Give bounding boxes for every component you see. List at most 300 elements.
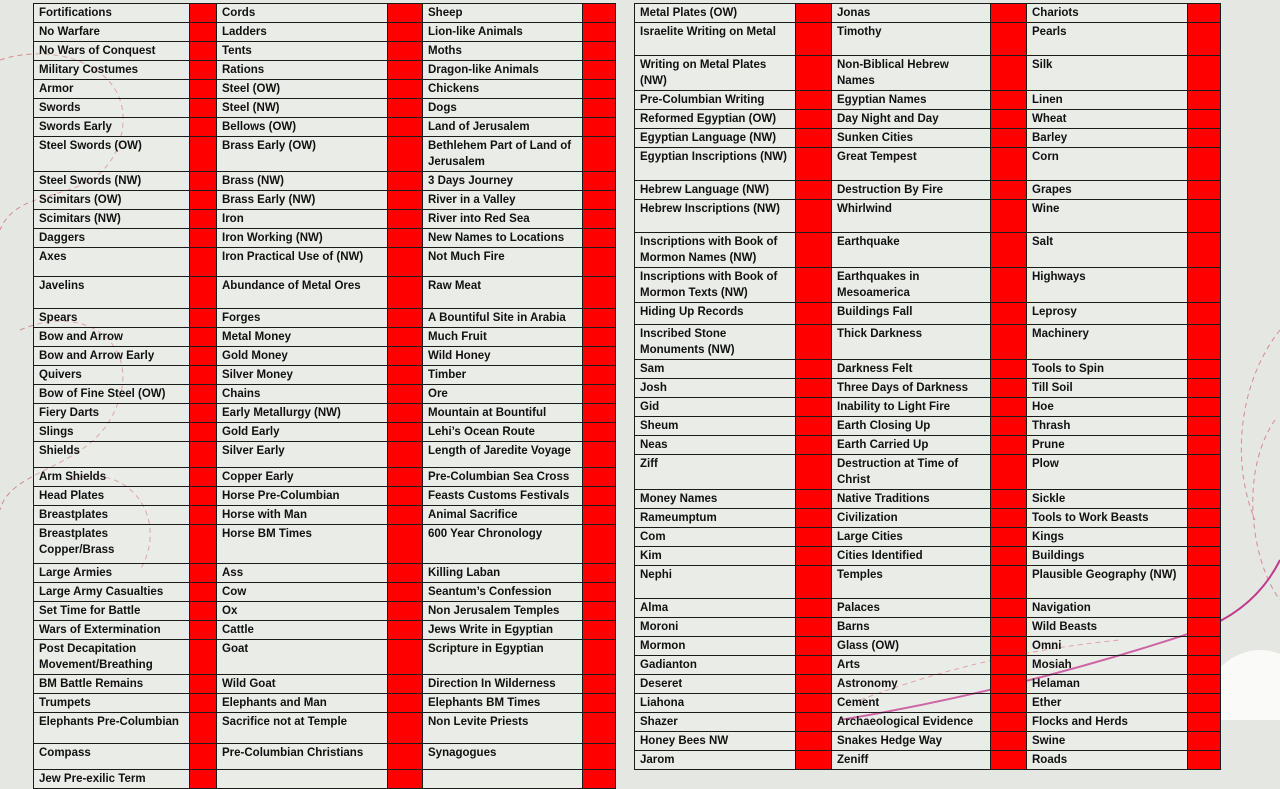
red-marker-cell [388, 248, 423, 277]
red-marker-cell [1188, 694, 1221, 713]
table-cell: Shields [34, 442, 190, 468]
red-marker-cell [991, 417, 1027, 436]
table-cell: Copper Early [217, 468, 388, 487]
red-marker-cell [1188, 56, 1221, 91]
table-cell: Money Names [635, 490, 796, 509]
table-cell: Swine [1027, 732, 1188, 751]
table-cell: Darkness Felt [832, 360, 991, 379]
table-row [34, 640, 616, 675]
table-row [34, 4, 616, 23]
table-cell: 600 Year Chronology [423, 525, 583, 564]
red-marker-cell [796, 455, 832, 490]
table-cell: Neas [635, 436, 796, 455]
table-cell: Israelite Writing on Metal [635, 23, 796, 56]
red-marker-cell [796, 398, 832, 417]
table-cell: Grapes [1027, 181, 1188, 200]
table-cell: Pre-Columbian Writing [635, 91, 796, 110]
table-cell: Jews Write in Egyptian [423, 621, 583, 640]
red-marker-cell [583, 191, 616, 210]
red-marker-cell [991, 181, 1027, 200]
table-row [34, 277, 616, 309]
table-cell: Machinery [1027, 325, 1188, 360]
red-marker-cell [796, 490, 832, 509]
red-marker-cell [388, 583, 423, 602]
table-row [34, 328, 616, 347]
table-cell: Armor [34, 80, 190, 99]
red-marker-cell [583, 80, 616, 99]
red-marker-cell [388, 621, 423, 640]
table-cell: Pre-Columbian Christians [217, 744, 388, 770]
red-marker-cell [796, 303, 832, 325]
red-marker-cell [796, 637, 832, 656]
table-row [635, 713, 1221, 732]
table-row [635, 618, 1221, 637]
table-cell: Chains [217, 385, 388, 404]
red-marker-cell [991, 713, 1027, 732]
red-marker-cell [583, 210, 616, 229]
table-row [34, 210, 616, 229]
table-cell: Com [635, 528, 796, 547]
table-cell: Plow [1027, 455, 1188, 490]
red-marker-cell [991, 398, 1027, 417]
red-marker-cell [583, 248, 616, 277]
table-cell: Omni [1027, 637, 1188, 656]
red-marker-cell [583, 640, 616, 675]
red-marker-cell [388, 80, 423, 99]
table-cell: Timber [423, 366, 583, 385]
red-marker-cell [190, 99, 217, 118]
table-cell: Large Armies [34, 564, 190, 583]
table-cell: Helaman [1027, 675, 1188, 694]
red-marker-cell [388, 468, 423, 487]
table-cell: Bow of Fine Steel (OW) [34, 385, 190, 404]
red-marker-cell [190, 385, 217, 404]
red-marker-cell [583, 487, 616, 506]
red-marker-cell [583, 61, 616, 80]
table-row [635, 436, 1221, 455]
red-marker-cell [190, 583, 217, 602]
table-cell: Great Tempest [832, 148, 991, 181]
red-marker-cell [796, 566, 832, 599]
table-row [34, 675, 616, 694]
red-marker-cell [583, 602, 616, 621]
table-row [635, 547, 1221, 566]
table-row [34, 99, 616, 118]
table-cell: Kings [1027, 528, 1188, 547]
table-cell: Earth Carried Up [832, 436, 991, 455]
table-cell: Jonas [832, 4, 991, 23]
red-marker-cell [388, 404, 423, 423]
table-cell: Bethlehem Part of Land of Jerusalem [423, 137, 583, 172]
table-cell: Wild Beasts [1027, 618, 1188, 637]
table-row [34, 191, 616, 210]
table-cell: Breastplates [34, 506, 190, 525]
table-cell: Earth Closing Up [832, 417, 991, 436]
red-marker-cell [190, 564, 217, 583]
red-marker-cell [388, 694, 423, 713]
red-marker-cell [190, 118, 217, 137]
red-marker-cell [190, 468, 217, 487]
table-cell: Inscriptions with Book of Mormon Texts (NW) [635, 268, 796, 303]
red-marker-cell [583, 385, 616, 404]
red-marker-cell [190, 640, 217, 675]
table-cell: Wild Honey [423, 347, 583, 366]
red-marker-cell [388, 328, 423, 347]
table-cell: Metal Money [217, 328, 388, 347]
red-marker-cell [991, 23, 1027, 56]
table-cell: Feasts Customs Festivals [423, 487, 583, 506]
red-marker-cell [796, 528, 832, 547]
table-row [34, 248, 616, 277]
left-table [33, 3, 616, 789]
table-cell: Snakes Hedge Way [832, 732, 991, 751]
table-cell: Arm Shields [34, 468, 190, 487]
red-marker-cell [1188, 566, 1221, 599]
red-marker-cell [388, 309, 423, 328]
table-cell: New Names to Locations [423, 229, 583, 248]
red-marker-cell [583, 621, 616, 640]
table-row [34, 770, 616, 789]
table-cell: Compass [34, 744, 190, 770]
table-cell: Earthquake [832, 233, 991, 268]
red-marker-cell [1188, 656, 1221, 675]
red-marker-cell [388, 99, 423, 118]
red-marker-cell [190, 80, 217, 99]
red-marker-cell [796, 56, 832, 91]
table-cell: Sacrifice not at Temple [217, 713, 388, 744]
table-cell: Metal Plates (OW) [635, 4, 796, 23]
table-row [635, 637, 1221, 656]
red-marker-cell [190, 4, 217, 23]
red-marker-cell [991, 325, 1027, 360]
table-cell: Gold Early [217, 423, 388, 442]
table-row [34, 713, 616, 744]
table-cell: Civilization [832, 509, 991, 528]
table-cell: Sickle [1027, 490, 1188, 509]
table-cell: Tents [217, 42, 388, 61]
red-marker-cell [583, 42, 616, 61]
red-marker-cell [991, 91, 1027, 110]
table-cell: Wine [1027, 200, 1188, 233]
table-row [34, 229, 616, 248]
red-marker-cell [991, 656, 1027, 675]
red-marker-cell [1188, 379, 1221, 398]
table-row [635, 360, 1221, 379]
red-marker-cell [583, 118, 616, 137]
red-marker-cell [796, 360, 832, 379]
red-marker-cell [1188, 398, 1221, 417]
table-cell: Hebrew Language (NW) [635, 181, 796, 200]
table-row [34, 347, 616, 366]
right-table [634, 3, 1221, 770]
red-marker-cell [1188, 599, 1221, 618]
table-cell: Large Cities [832, 528, 991, 547]
table-row [34, 404, 616, 423]
table-cell: Elephants and Man [217, 694, 388, 713]
red-marker-cell [1188, 325, 1221, 360]
table-cell: Gid [635, 398, 796, 417]
table-cell: Egyptian Names [832, 91, 991, 110]
table-cell: Till Soil [1027, 379, 1188, 398]
table-cell: Ziff [635, 455, 796, 490]
table-cell: Military Costumes [34, 61, 190, 80]
red-marker-cell [388, 675, 423, 694]
table-cell: Hebrew Inscriptions (NW) [635, 200, 796, 233]
red-marker-cell [583, 713, 616, 744]
table-cell: Slings [34, 423, 190, 442]
red-marker-cell [1188, 528, 1221, 547]
table-cell: Egyptian Language (NW) [635, 129, 796, 148]
red-marker-cell [190, 621, 217, 640]
table-cell: Mountain at Bountiful [423, 404, 583, 423]
red-marker-cell [388, 506, 423, 525]
table-row [34, 309, 616, 328]
red-marker-cell [796, 436, 832, 455]
table-cell: Horse with Man [217, 506, 388, 525]
red-marker-cell [1188, 110, 1221, 129]
table-cell: Cow [217, 583, 388, 602]
table-row [635, 398, 1221, 417]
table-cell: Honey Bees NW [635, 732, 796, 751]
table-cell: Elephants BM Times [423, 694, 583, 713]
table-cell: Jarom [635, 751, 796, 770]
red-marker-cell [1188, 148, 1221, 181]
table-cell: Sheep [423, 4, 583, 23]
red-marker-cell [796, 23, 832, 56]
table-cell: Ore [423, 385, 583, 404]
table-cell: Animal Sacrifice [423, 506, 583, 525]
red-marker-cell [991, 129, 1027, 148]
table-cell: Three Days of Darkness [832, 379, 991, 398]
red-marker-cell [796, 713, 832, 732]
table-row [635, 148, 1221, 181]
table-cell: Non Jerusalem Temples [423, 602, 583, 621]
red-marker-cell [991, 694, 1027, 713]
red-marker-cell [796, 599, 832, 618]
red-marker-cell [991, 675, 1027, 694]
table-row [635, 455, 1221, 490]
red-marker-cell [190, 248, 217, 277]
table-cell: Ladders [217, 23, 388, 42]
table-cell: Native Traditions [832, 490, 991, 509]
red-marker-cell [1188, 732, 1221, 751]
red-marker-cell [1188, 181, 1221, 200]
red-marker-cell [583, 23, 616, 42]
red-marker-cell [796, 4, 832, 23]
table-cell: No Wars of Conquest [34, 42, 190, 61]
red-marker-cell [190, 675, 217, 694]
table-row [635, 91, 1221, 110]
table-row [34, 137, 616, 172]
red-marker-cell [583, 277, 616, 309]
table-cell: Kim [635, 547, 796, 566]
red-marker-cell [388, 42, 423, 61]
red-marker-cell [991, 547, 1027, 566]
red-marker-cell [796, 694, 832, 713]
table-cell: Timothy [832, 23, 991, 56]
table-cell: Cattle [217, 621, 388, 640]
red-marker-cell [991, 379, 1027, 398]
red-marker-cell [583, 506, 616, 525]
table-cell: Thick Darkness [832, 325, 991, 360]
table-cell: Reformed Egyptian (OW) [635, 110, 796, 129]
red-marker-cell [190, 172, 217, 191]
red-marker-cell [991, 200, 1027, 233]
table-cell: Direction In Wilderness [423, 675, 583, 694]
red-marker-cell [796, 751, 832, 770]
table-row [34, 468, 616, 487]
table-cell: Steel Swords (OW) [34, 137, 190, 172]
red-marker-cell [388, 423, 423, 442]
red-marker-cell [190, 277, 217, 309]
table-row [34, 61, 616, 80]
table-row [635, 675, 1221, 694]
table-cell: Writing on Metal Plates (NW) [635, 56, 796, 91]
table-row [635, 325, 1221, 360]
table-row [635, 268, 1221, 303]
red-marker-cell [991, 4, 1027, 23]
table-cell: Mosiah [1027, 656, 1188, 675]
table-cell: Elephants Pre-Columbian [34, 713, 190, 744]
table-cell: Zeniff [832, 751, 991, 770]
red-marker-cell [1188, 268, 1221, 303]
red-marker-cell [796, 417, 832, 436]
table-cell: Hiding Up Records [635, 303, 796, 325]
table-cell: Fortifications [34, 4, 190, 23]
red-marker-cell [388, 172, 423, 191]
red-marker-cell [1188, 233, 1221, 268]
table-cell: Hoe [1027, 398, 1188, 417]
red-marker-cell [796, 268, 832, 303]
table-cell: Ether [1027, 694, 1188, 713]
red-marker-cell [583, 423, 616, 442]
table-row [635, 56, 1221, 91]
table-cell: Glass (OW) [832, 637, 991, 656]
table-cell: Goat [217, 640, 388, 675]
table-row [635, 200, 1221, 233]
red-marker-cell [388, 385, 423, 404]
table-cell: Salt [1027, 233, 1188, 268]
table-cell: Inscriptions with Book of Mormon Names (NW) [635, 233, 796, 268]
red-marker-cell [190, 42, 217, 61]
table-cell: Temples [832, 566, 991, 599]
red-marker-cell [583, 694, 616, 713]
table-cell: Pre-Columbian Sea Cross [423, 468, 583, 487]
red-marker-cell [991, 360, 1027, 379]
table-row [34, 525, 616, 564]
table-row [34, 23, 616, 42]
table-cell: Steel (OW) [217, 80, 388, 99]
red-marker-cell [190, 366, 217, 385]
red-marker-cell [388, 487, 423, 506]
table-row [635, 181, 1221, 200]
table-cell: Abundance of Metal Ores [217, 277, 388, 309]
red-marker-cell [583, 744, 616, 770]
red-marker-cell [991, 303, 1027, 325]
table-cell: Destruction at Time of Christ [832, 455, 991, 490]
red-marker-cell [190, 347, 217, 366]
red-marker-cell [388, 713, 423, 744]
table-cell: Spears [34, 309, 190, 328]
red-marker-cell [388, 4, 423, 23]
table-cell: Dogs [423, 99, 583, 118]
table-row [34, 442, 616, 468]
table-cell: Day Night and Day [832, 110, 991, 129]
table-cell: Breastplates Copper/Brass [34, 525, 190, 564]
table-row [635, 417, 1221, 436]
table-cell: BM Battle Remains [34, 675, 190, 694]
table-row [34, 602, 616, 621]
table-cell: Archaeological Evidence [832, 713, 991, 732]
table-cell: Egyptian Inscriptions (NW) [635, 148, 796, 181]
table-cell: Inability to Light Fire [832, 398, 991, 417]
red-marker-cell [388, 347, 423, 366]
red-marker-cell [190, 61, 217, 80]
table-row [635, 528, 1221, 547]
table-cell: Prune [1027, 436, 1188, 455]
table-cell: Seantum’s Confession [423, 583, 583, 602]
red-marker-cell [190, 191, 217, 210]
red-marker-cell [388, 564, 423, 583]
table-cell: Iron Working (NW) [217, 229, 388, 248]
red-marker-cell [190, 602, 217, 621]
table-cell: Steel Swords (NW) [34, 172, 190, 191]
table-row [34, 583, 616, 602]
table-cell: Cement [832, 694, 991, 713]
table-cell: Set Time for Battle [34, 602, 190, 621]
red-marker-cell [991, 436, 1027, 455]
red-marker-cell [796, 325, 832, 360]
red-marker-cell [796, 181, 832, 200]
table-row [635, 110, 1221, 129]
table-row [34, 423, 616, 442]
red-marker-cell [583, 770, 616, 789]
red-marker-cell [190, 328, 217, 347]
table-cell: Chariots [1027, 4, 1188, 23]
table-cell: Pearls [1027, 23, 1188, 56]
table-cell: Head Plates [34, 487, 190, 506]
red-marker-cell [1188, 675, 1221, 694]
red-marker-cell [1188, 547, 1221, 566]
red-marker-cell [190, 694, 217, 713]
red-marker-cell [388, 23, 423, 42]
table-cell: Lion-like Animals [423, 23, 583, 42]
red-marker-cell [991, 599, 1027, 618]
red-marker-cell [991, 637, 1027, 656]
table-cell: Cities Identified [832, 547, 991, 566]
table-cell: Sam [635, 360, 796, 379]
table-cell: Shazer [635, 713, 796, 732]
table-row [635, 656, 1221, 675]
red-marker-cell [796, 91, 832, 110]
table-cell: Much Fruit [423, 328, 583, 347]
red-marker-cell [991, 110, 1027, 129]
red-marker-cell [190, 506, 217, 525]
red-marker-cell [190, 309, 217, 328]
red-marker-cell [388, 229, 423, 248]
table-cell: Deseret [635, 675, 796, 694]
red-marker-cell [388, 744, 423, 770]
red-marker-cell [991, 268, 1027, 303]
table-row [635, 23, 1221, 56]
red-marker-cell [190, 229, 217, 248]
red-marker-cell [796, 509, 832, 528]
red-marker-cell [190, 210, 217, 229]
table-cell: Swords Early [34, 118, 190, 137]
table-cell: Josh [635, 379, 796, 398]
red-marker-cell [190, 770, 217, 789]
table-cell: No Warfare [34, 23, 190, 42]
